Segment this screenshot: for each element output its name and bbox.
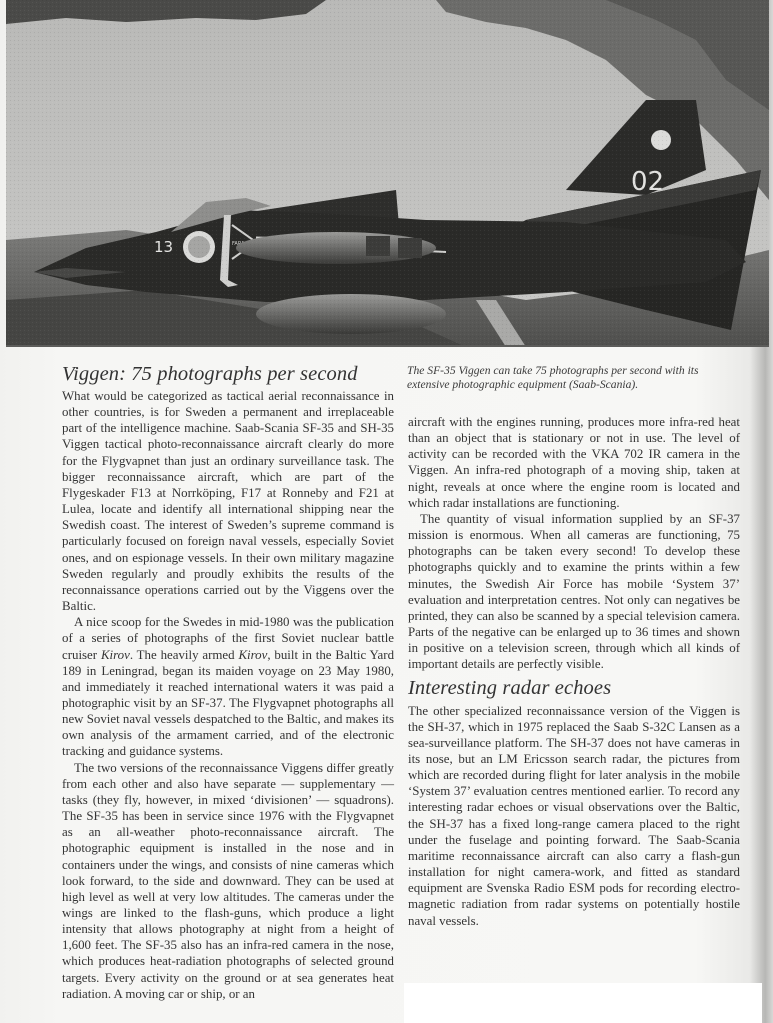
section-heading-radar: Interesting radar echoes: [408, 676, 612, 699]
paragraph-kirov-text-a: A nice scoop for the Swedes in mid-1980 was the publication of a series of photographs of the first Soviet nuclear battle cruiser: [62, 615, 394, 662]
article-column-right: [408, 414, 740, 929]
paragraph-sh37: The other specialized reconnaissance version of the Viggen is the SH-37, which in 1975 replaced the Saab S-32C Lansen as a sea-surveillance platform. The SH-37 does not have cameras in its nose, but an LM Ericsson search radar, the pictures from which are recorded during flight for later analysis in the mobile ‘System 37’ evaluation centres mentioned earlier. To record any interesting radar echoes or visual observations over the Baltic, the SH-37 has a fixed long-range camera placed to the right under the fuselage and pointing forward. The Saab-Scania maritime reconnaissance aircraft can also carry a flash-gun installation for night camera-work, and fitted as standard equipment are Svenska Radio ESM pods for recording electro-magnetic radiation from radar systems on potentially hostile naval vessels.: [408, 703, 740, 928]
paragraph-kirov-text-b: . The heavily armed: [129, 647, 239, 662]
ship-name-kirov: Kirov: [100, 647, 130, 662]
blank-area: [404, 983, 762, 1023]
paragraph-kirov: [62, 614, 394, 759]
photo-bottom-edge: [6, 345, 769, 347]
ship-name-kirov: Kirov: [238, 647, 268, 662]
paragraph-intro: What would be categorized as tactical aerial reconnaissance in other countries, is for Sweden a permanent and irreplaceable part of the intelligence machine. Saab-Scania SF-35 and SH-35 Viggen tactical photo-reconnaissance aircraft clearly do more for the Flygvapnet than just an ordinary surveillance task. The bigger reconnaissance aircraft, which are part of the Flygeskader F13 at Norrköping, F17 at Ronneby and F21 at Lulea, locate and identify all international shipping near the Swedish coast. The interest of Sweden’s supreme command is particularly focused on foreign naval vessels, especially Soviet ones, and on espionage vessels. In their own military magazine Sweden regularly and proudly exhibits the results of the reconnaissance operations carried out by the Viggens over the Baltic.: [62, 389, 394, 614]
section-heading-viggen: Viggen: 75 photographs per second: [62, 363, 358, 385]
paragraph-visual-information: The quantity of visual information supplied by an SF-37 mission is enormous. When all cameras are functioning, 75 photographs can be taken every second! To develop these photographs quickly and to examine the prints within a few minutes, the Swedish Air Force has mobile ‘System 37’ evaluation and interpretation centres. Not only can negatives be printed, they can also be scanned by a special television camera. Parts of the negative can be enlarged up to 36 times and shown in positive on a television screen, through which all kinds of important details are perfectly visible.: [408, 511, 740, 672]
viggen-aircraft-photo: [6, 0, 769, 347]
paragraph-infrared-continued: aircraft with the engines running, produces more infra-red heat than an object that is stationary or not in use. The level of activity can be recorded with the VKA 702 IR camera in the Viggen. An infra-red photograph of a moving ship, taken at night, reveals at once where the engine room is located and which radar installations are functioning.: [408, 415, 740, 510]
article-column-left: [62, 362, 394, 1002]
paragraph-kirov-text-c: , built in the Baltic Yard 189 in Leningrad, began its maiden voyage on 23 May 1980, and immediately it reached international waters it was paid a photographic visit by an SF-37. The Flygvapnet photographs all new Soviet naval vessels despatched to the Baltic, and makes its own analysis of the armament carried, and of the electronic tracking and guidance systems.: [62, 647, 395, 759]
aircraft-illustration: [6, 0, 769, 347]
paragraph-two-versions: The two versions of the reconnaissance Viggens differ greatly from each other and also have separate — supplementary — tasks (they fly, however, in mixed ‘divisionen’ — squadrons). The SF-35 has been in service since 1976 with the Flygvapnet as an all-weather photo-reconnaissance aircraft. The photographic equipment is installed in the nose and in containers under the wings, and consists of nine cameras which look forward, to the side and downward. They can be used at high level as well at very low altitudes. The cameras under the wings are linked to the flash-guns, which produce a light intensity that allows photography at night from a height of 1,600 feet. The SF-35 also has an infra-red camera in the nose, which produces heat-radiation photographs of selected ground targets. Every activity on the ground or at sea generates heat radiation. A moving car or ship, or an: [62, 760, 394, 1001]
photo-caption: The SF-35 Viggen can take 75 photographs per second with its extensive photographic equipment (Saab-Scania).: [407, 364, 699, 392]
